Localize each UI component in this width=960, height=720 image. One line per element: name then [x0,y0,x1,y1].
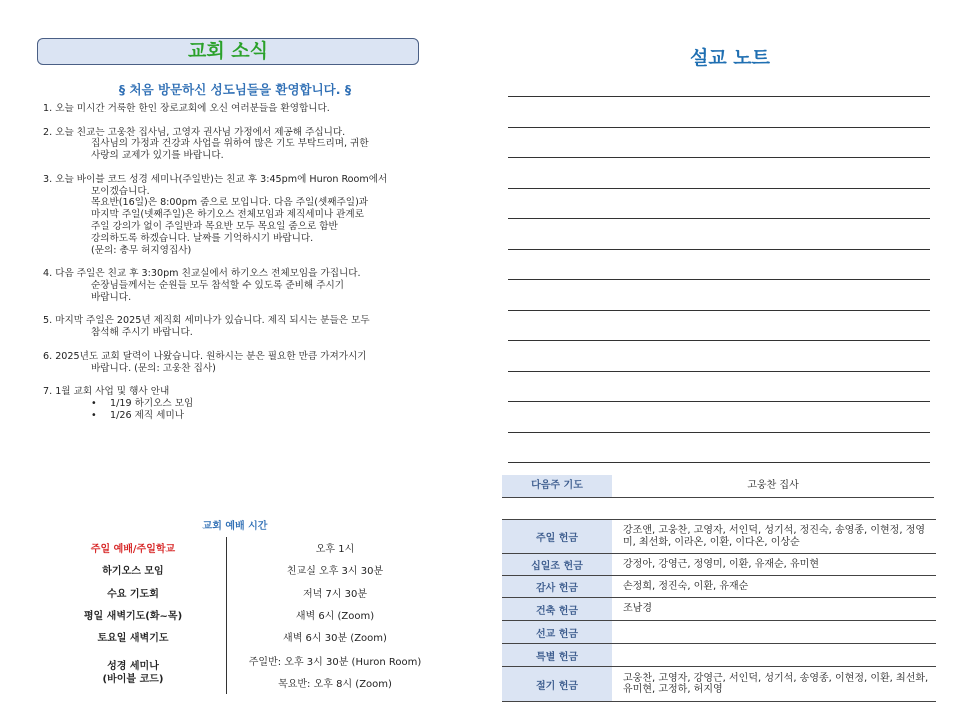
service-time: 새벽 6시 (Zoom) [295,611,375,622]
offering-names: 손정희, 정진숙, 이환, 유재순 [623,580,749,592]
offering-names: 강조앤, 고웅찬, 고영자, 서인덕, 성기석, 정진숙, 송영종, 이현정, 정영미, 최선화, 이라온, 이환, 이다온, 이상순 [623,525,926,548]
announcement-item: 6. 2025년도 교회 달력이 나왔습니다. 원하시는 분은 필요한 만큼 가져가시기 바랍니다. (문의: 고웅찬 집사) [43,350,367,374]
service-time: 오후 1시 [315,544,355,555]
offering-row [502,554,936,576]
offering-names: 강정아, 강영근, 정영미, 이환, 유재순, 유미현 [623,558,820,570]
service-time: 저녁 7시 30분 [302,589,368,600]
offering-names [623,644,933,666]
event-list [43,398,438,422]
note-line [508,127,930,128]
offering-names: 조남경 [623,603,652,615]
welcome-heading: § 처음 방문하신 성도님들을 환영합니다. § [118,82,352,97]
next-week-prayer-name: 고웅찬 집사 [747,480,799,491]
note-line [508,279,930,280]
service-name: 성경 세미나 [107,661,159,672]
note-line [508,310,930,311]
announcement-list [43,103,438,433]
offering-row [502,576,936,598]
prayer-divider [502,497,934,498]
offering-label: 감사 헌금 [502,576,612,597]
offering-label: 건축 헌금 [502,598,612,620]
offering-names: 고웅찬, 고영자, 강영근, 서인덕, 성기석, 송영종, 이현정, 이환, 최선화, 유미현, 고정하, 허지영 [623,672,929,695]
sermon-notes-title: 설교 노트 [689,47,771,69]
service-name: 수요 기도회 [107,589,159,600]
service-time: 새벽 6시 30분 (Zoom) [283,633,387,644]
offering-row [502,644,936,667]
offering-label: 선교 헌금 [502,621,612,643]
announcement-item: 3. 오늘 바이블 코드 성경 세미나(주일반)는 친교 후 3:45pm에 Huron Room에서 모이겠습니다. 목요반(16일)은 8:00pm 줌으로 모입니다. 다음 주일(셋째주일)과 마지막 주일(넷째주일)은 하기오스 전체모임과 제직세미나 관계로 주일 강의가 없이 주일반과 목요반 모두 목요일 줌으로 함반 강의하도록 하겠습니다. 날짜를 기억하시기 바랍니다. (문의: 총무 허지영집사) [43,173,388,256]
announcement-item: 2. 오늘 친교는 고웅찬 집사님, 고영자 권사님 가정에서 제공해 주십니다. 집사님의 가정과 건강과 사업을 위하여 많은 기도 부탁드리며, 귀한 사랑의 교제가 있기를 바랍니다. [43,126,369,162]
note-line [508,462,930,463]
offering-row [502,621,936,644]
service-name: 평일 새벽기도(화~목) [83,611,183,622]
note-line [508,401,930,402]
note-line [508,371,930,372]
announcement-item: 1. 오늘 미시간 거룩한 한인 장로교회에 오신 여러분들을 환영합니다. [43,103,330,114]
note-line [508,188,930,189]
announcement-item: 5. 마지막 주일은 2025년 제직회 세미나가 있습니다. 제직 되시는 분들은 모두 참석해 주시기 바랍니다. [43,315,370,339]
service-time: 친교실 오후 3시 30분 [286,566,384,577]
announcement-item: 4. 다음 주일은 친교 후 3:30pm 친교실에서 하기오스 전체모임을 가집니다. 순장님들께서는 순원들 모두 참석할 수 있도록 준비해 주시기 바랍니다. [43,268,361,303]
offering-row [502,598,936,621]
service-time: 주일반: 오후 3시 30분 (Huron Room) [248,657,422,668]
note-line [508,96,930,97]
service-divider [226,537,227,694]
note-line [508,340,930,341]
service-name: (바이블 코드) [102,674,164,685]
event-item: • 1/26 제직 세미나 [91,410,438,422]
event-item: • 1/19 하기오스 모임 [91,398,438,410]
next-week-prayer-label: 다음주 기도 [502,475,612,497]
service-name: 주일 예배/주일학교 [90,544,176,555]
offering-label: 십일조 헌금 [502,554,612,575]
note-line [508,432,930,433]
service-name: 토요일 새벽기도 [97,633,169,644]
service-time: 목요반: 오후 8시 (Zoom) [278,679,392,690]
note-line [508,218,930,219]
announcement-item: 7. 1월 교회 사업 및 행사 안내 • 1/19 하기오스 모임 • 1/26 제직 세미나 [43,386,438,421]
offering-label: 주일 헌금 [502,520,612,553]
service-name: 하기오스 모임 [102,566,164,577]
offering-label: 특별 헌금 [502,644,612,666]
offering-names [623,621,933,643]
offering-row [502,667,936,702]
service-times-title: 교회 예배 시간 [202,521,268,532]
offering-row [502,520,936,554]
offering-label: 절기 헌금 [502,667,612,701]
note-line [508,249,930,250]
note-line [508,157,930,158]
news-title: 교회 소식 [37,38,419,65]
